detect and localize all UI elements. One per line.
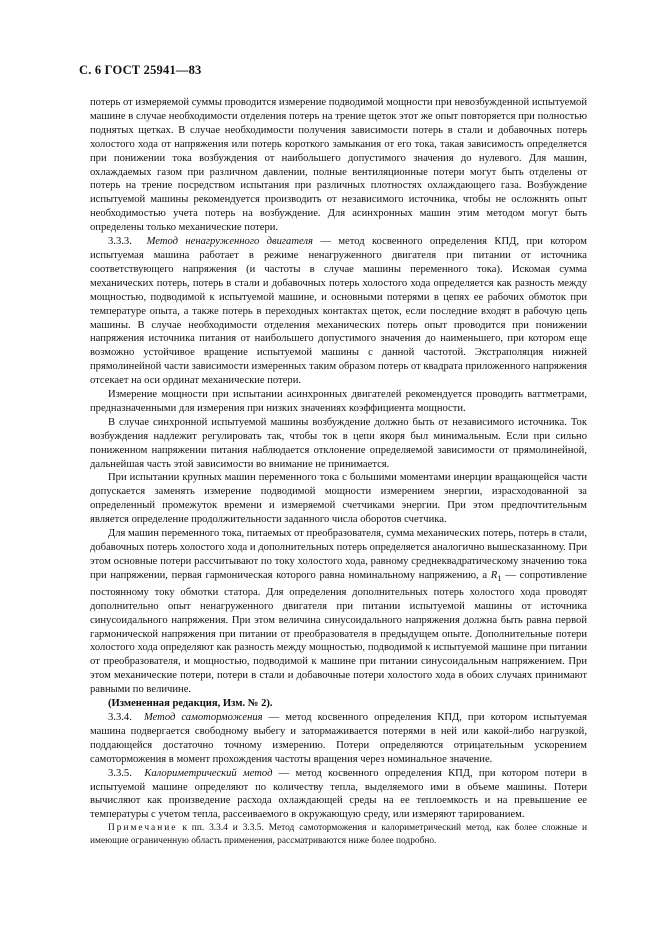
paragraph-3-3-4 — [90, 711, 587, 767]
paragraph-3-3-5 — [90, 767, 587, 823]
clause-text: — метод косвенного определения КПД, при котором потери в испытуемой машине определяют по количеству тепла, выделяемого ими в объеме машины. Потери вычисляют как произведение расхода охлаждающей среды на ее теплоемкость и на превышение ее температуры с учетом тепла, рассеиваемого в окружающую среду, или измеряют тарированием. — [90, 767, 588, 821]
clause-title: Метод ненагруженного двигателя — [146, 236, 313, 248]
clause-number: 3.3.3. — [108, 236, 132, 248]
clause-text: — метод косвенного определения КПД, при котором испытуемая машина работает в режиме ненагруженного двигателя при питании от источника соответствующего напряжения (и частоты в случае машины переменного тока). Искомая сумма механических потерь, потерь в стали и добавочных потерь холостого хода определяется как разность между мощностью, подводимой к испытуемой машине, и основными потерями в цепях ее рабочих обмоток при температуре опыта, а также потерь в переходных контактах щеток, если последние входят в рабочую цепь машины. В случае необходимости отделения механических потерь опыт проводится при понижении напряжения источника питания от наибольшего допустимого значения до наименьшего, при котором еще возможно устойчивое вращение испытуемой машины с данной частотой. Экстраполяция нижней прямолинейной части зависимости измеренных таким образом потерь от квадрата приложенного напряжения отсекает на оси ординат механические потери. — [90, 236, 588, 387]
note-text: к пп. 3.3.4 и 3.3.5. Метод самоторможения и калориметрический метод, как более сложные и имеющие ограниченную область применения, рассматриваются ниже более подробно. — [90, 823, 587, 847]
clause-number: 3.3.5. — [108, 767, 132, 779]
text-part: — сопротивление постоянному току обмотки статора. Для определения дополнительных потерь холостого хода проводят дополнительно опыт ненагруженного двигателя при питании испытуемой машины от источника синусоидального напряжения. При этом величина синусоидального напряжения должна быть равна первой гармонической напряжения при питании от преобразователя в предыдущем опыте. Дополнительные потери холостого хода определяют как разность между мощностью, подводимой к испытуемой машине при питании от преобразователя, и мощностью, подводимой к машине при питании синусоидальным напряжением. При этом механические потери, потери в стали и добавочные потери холостого хода в обоих случаях принимают равными по величине. — [90, 569, 587, 696]
clause-title: Метод самоторможения — [143, 711, 263, 723]
clause-text: — метод косвенного определения КПД, при котором испытуемая машина подвергается свободному выбегу и затормаживается потерями в ней или какой-либо нагрузкой, поддающейся достаточно точному измерению. Потери определяются отрицательным ускорением самоторможения в момент прохождения частоты вращения через номинальное значение. — [90, 711, 588, 765]
clause-title: Калориметрический метод — [144, 767, 273, 779]
paragraph-power-measurement: Измерение мощности при испытании асинхронных двигателей рекомендуется проводить ваттметрами, предназначенными для измерения при низких значениях коэффициента мощности. — [90, 389, 587, 414]
paragraph-3-3-3 — [90, 235, 587, 388]
paragraph-converter-fed — [90, 527, 587, 697]
clause-number: 3.3.4. — [108, 711, 132, 723]
document-body — [90, 96, 587, 848]
footnote — [90, 822, 587, 848]
resistance-symbol: R — [490, 569, 498, 581]
text-part: Для машин переменного тока, питаемых от преобразователя, сумма механических потерь, потерь в стали, добавочных потерь холостого хода и дополнительных потерь определяется аналогично вышесказанному. При этом основные потери рассчитывают по току холостого хода, равному среднеквадратическому значению тока при напряжении, первая гармоническая которого равна номинальному напряжению, а — [90, 528, 587, 581]
note-label: Примечание — [108, 823, 178, 834]
page-header: С. 6 ГОСТ 25941—83 — [79, 63, 202, 77]
paragraph-synchronous-machine: В случае синхронной испытуемой машины возбуждение должно быть от независимого источника. Ток возбуждения надлежит регулировать так, чтобы ток в цепи якоря был минимальным. Если при сильно пониженном напряжении питания наблюдается отклонение определяемой зависимости от прямолинейной, дальнейшая часть этой зависимости во внимание не принимается. — [90, 416, 587, 470]
amendment-note: (Измененная редакция, Изм. № 2). — [108, 698, 273, 710]
paragraph-continuation: потерь от измеряемой суммы проводится измерение подводимой мощности при невозбужденной испытуемой машине в случае необходимости отделения потерь на трение щеток этот же опыт повторяется при полностью поднятых щетках. В случае необходимости получения зависимости потерь в стали и добавочных потерь холостого хода от напряжения или потерь короткого замыкания от его тока, такая зависимость определяется при понижении тока возбуждения от наибольшего допустимого значения до нулевого. Для машин, охлаждаемых газом при различном давлении, полные вентиляционные потери могут быть отделены от потерь на трение посредством испытания при различных плотностях охлаждающего газа. Возбуждение испытуемой машины рекомендуется производить от независимого источника, чтобы не осложнять опыт необходимостью учета потерь на возбуждение. Для асинхронных машин этим методом могут быть определены только механические потери. — [90, 97, 587, 234]
resistance-subscript: 1 — [497, 572, 502, 583]
paragraph-large-machines: При испытании крупных машин переменного тока с большими моментами инерции вращающейся части допускается заменять измерение подводимой мощности измерением энергии, израсходованной за определенный промежуток времени и измеряемой счетчиками энергии. При этом предпочтительным является определение продолжительности заданного числа оборотов счетчика. — [90, 472, 587, 526]
